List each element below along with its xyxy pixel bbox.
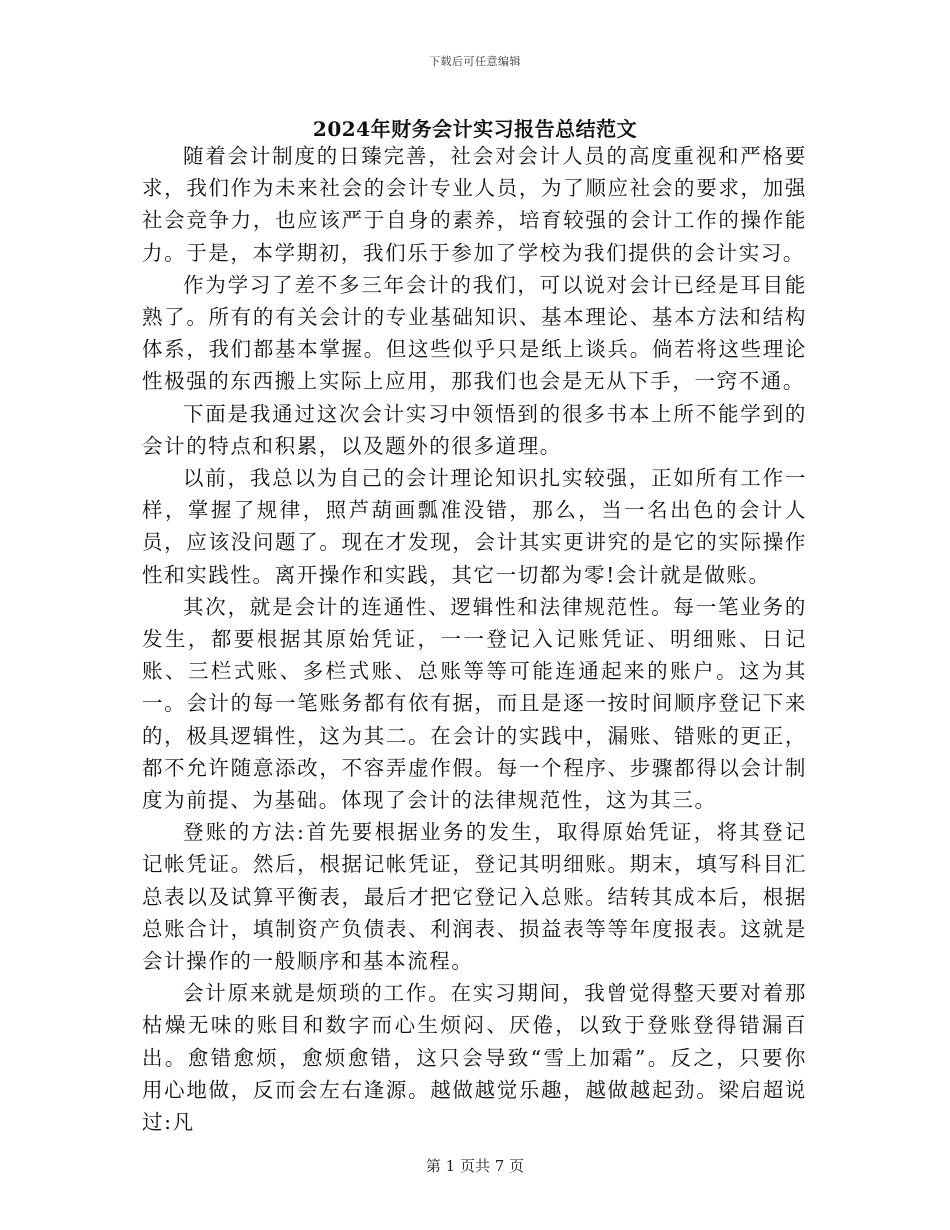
document-body (142, 140, 807, 1138)
paragraph-6: 登账的方法:首先要根据业务的发生，取得原始凭证，将其登记记帐凭证。然后，根据记帐凭证，登记其明细账。期末，填写科目汇总表以及试算平衡表，最后才把它登记入总账。结转其成本后，根据总账合计，填制资产负债表、利润表、损益表等等年度报表。这就是会计操作的一般顺序和基本流程。 (142, 820, 807, 974)
header-note: 下载后可任意编辑 (429, 55, 521, 68)
paragraph-3: 下面是我通过这次会计实习中领悟到的很多书本上所不能学到的会计的特点和积累，以及题外的很多道理。 (142, 401, 807, 458)
paragraph-5: 其次，就是会计的连通性、逻辑性和法律规范性。每一笔业务的发生，都要根据其原始凭证，一一登记入记账凭证、明细账、日记账、三栏式账、多栏式账、总账等等可能连通起来的账户。这为其一。会计的每一笔账务都有依有据，而且是逐一按时间顺序登记下来的，极具逻辑性，这为其二。在会计的实践中，漏账、错账的更正，都不允许随意添改，不容弄虚作假。每一个程序、步骤都得以会计制度为前提、为基础。体现了会计的法律规范性，这为其三。 (142, 594, 807, 813)
page-footer: 第 1 页共 7 页 (425, 1157, 525, 1175)
paragraph-4: 以前，我总以为自己的会计理论知识扎实较强，正如所有工作一样，掌握了规律，照芦葫画瓢准没错，那么，当一名出色的会计人员，应该没问题了。现在才发现，会计其实更讲究的是它的实际操作性和实践性。离开操作和实践，其它一切都为零!会计就是做账。 (142, 466, 807, 587)
paragraph-7: 会计原来就是烦琐的工作。在实习期间，我曾觉得整天要对着那枯燥无味的账目和数字而心生烦闷、厌倦，以致于登账登得错漏百出。愈错愈烦，愈烦愈错，这只会导致“雪上加霜”。反之，只要你用心地做，反而会左右逢源。越做越觉乐趣，越做越起劲。梁启超说过:凡 (142, 981, 807, 1135)
paragraph-2: 作为学习了差不多三年会计的我们，可以说对会计已经是耳目能熟了。所有的有关会计的专业基础知识、基本理论、基本方法和结构体系，我们都基本掌握。但这些似乎只是纸上谈兵。倘若将这些理论性极强的东西搬上实际上应用，那我们也会是无从下手，一窍不通。 (142, 272, 807, 394)
document-title: 2024年财务会计实习报告总结范文 (312, 117, 638, 141)
paragraph-1: 随着会计制度的日臻完善，社会对会计人员的高度重视和严格要求，我们作为未来社会的会计专业人员，为了顺应社会的要求，加强社会竞争力，也应该严于自身的素养，培育较强的会计工作的操作能力。于是，本学期初，我们乐于参加了学校为我们提供的会计实习。 (142, 144, 807, 265)
